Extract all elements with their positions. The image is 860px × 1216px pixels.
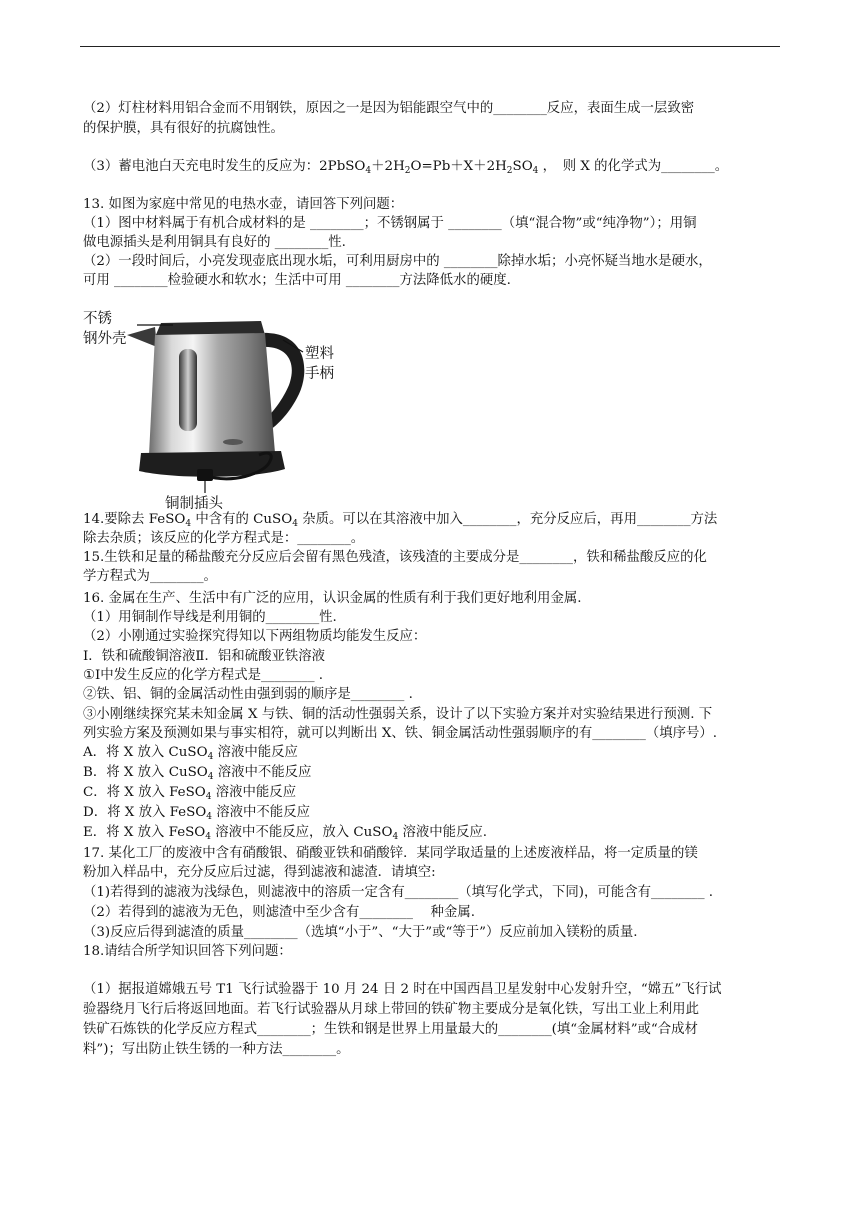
- q17-line1: 17. 某化工厂的废液中含有硝酸银、硝酸亚铁和硝酸锌．某同学取适量的上述废液样品，将一定质量的镁: [83, 846, 698, 861]
- q18-line4: 铁矿石炼铁的化学反应方程式________；生铁和钢是世界上用量最大的________(填“金属材料”或“合成材: [83, 1022, 698, 1037]
- q16-option-a: A．将 X 放入 CuSO$_4$ 溶液中能反应: [83, 745, 298, 762]
- q12-part3-line: （3）蓄电池白天充电时发生的反应为：$2PbSO_4+2H_2O=Pb+X+2H_2SO_4$ ， 则 X 的化学式为________。: [83, 159, 729, 176]
- q13-line3: 做电源插头是利用铜具有良好的 ________性.: [83, 235, 346, 250]
- kettle-body: [149, 333, 275, 455]
- q16-line2: （1）用铜制作导线是利用铜的________性.: [83, 610, 337, 625]
- kettle-logo: [223, 439, 243, 445]
- q14-line2: 除去杂质；该反应的化学方程式是：________。: [83, 531, 365, 546]
- q17-line2: 粉加入样品中，充分反应后过滤，得到滤液和滤渣．请填空:: [83, 865, 436, 880]
- q16-line6: ②铁、铝、铜的金属活动性由强到弱的顺序是________ .: [83, 687, 413, 702]
- label-plastic-handle-2: 手柄: [305, 366, 334, 382]
- q16-option-d: D．将 X 放入 FeSO$_4$ 溶液中不能反应: [83, 805, 310, 822]
- q15-line1: 15.生铁和足量的稀盐酸充分反应后会留有黑色残渣，该残渣的主要成分是________，铁和稀盐酸反应的化: [83, 550, 707, 565]
- label-plastic-handle-1: 塑料: [305, 346, 334, 362]
- q13-line5: 可用 ________检验硬水和软水；生活中可用 ________方法降低水的硬度.: [83, 273, 511, 288]
- kettle-water-window: [179, 349, 197, 431]
- q16-option-b: B．将 X 放入 CuSO$_4$ 溶液中不能反应: [83, 765, 312, 782]
- q13-title: 13. 如图为家庭中常见的电热水壶，请回答下列问题：: [83, 197, 404, 212]
- q16-option-e: E．将 X 放入 FeSO$_4$ 溶液中不能反应，放入 CuSO$_4$ 溶液中能反应.: [83, 825, 488, 842]
- q14-line1: 14.要除去 FeSO$_4$ 中含有的 CuSO$_4$ 杂质。可以在其溶液中加入________，充分反应后，再用________方法: [83, 512, 718, 529]
- header-rule: [80, 46, 780, 47]
- q13-line2: （1）图中材料属于有机合成材料的是 ________；不锈钢属于 ________（填“混合物”或“纯净物”）；用铜: [83, 216, 697, 231]
- copper-plug: [197, 469, 213, 481]
- q18-title: 18.请结合所学知识回答下列问题：: [83, 944, 292, 959]
- q16-option-c: C．将 X 放入 FeSO$_4$ 溶液中能反应: [83, 785, 297, 802]
- q16-line4: Ⅰ．铁和硫酸铜溶液Ⅱ．铝和硫酸亚铁溶液: [83, 649, 326, 664]
- q16-line8: 列实验方案及预测如果与事实相符，就可以判断出 X、铁、铜金属活动性强弱顺序的有________（填序号）.: [83, 726, 718, 741]
- q17-line4: （2）若得到的滤液为无色，则滤渣中至少含有________ 种金属.: [83, 905, 475, 920]
- q16-line5: ①Ⅰ中发生反应的化学方程式是________ .: [83, 668, 324, 683]
- q16-line3: （2）小刚通过实验探究得知以下两组物质均能发生反应：: [83, 629, 427, 644]
- label-stainless-shell-2: 钢外壳: [83, 331, 127, 347]
- q17-line3: （1)若得到的滤液为浅绿色，则滤液中的溶质一定含有________（填写化学式，下同)，可能含有________ .: [83, 885, 714, 900]
- label-stainless-shell-1: 不锈: [83, 311, 112, 327]
- kettle-spout: [127, 327, 157, 347]
- q17-line5: （3)反应后得到滤渣的质量________（选填“小于”、“大于”或“等于”）反应前加入镁粉的质量.: [83, 925, 638, 940]
- q18-line5: 料”)；写出防止铁生锈的一种方法________。: [83, 1042, 350, 1057]
- q13-line4: （2）一段时间后，小亮发现壶底出现水垢，可利用厨房中的 ________除掉水垢；小亮怀疑当地水是硬水，: [83, 254, 712, 269]
- kettle-figure: [83, 303, 343, 513]
- q18-line3: 验器绕月飞行后将返回地面。若飞行试验器从月球上带回的铁矿物主要成分是氧化铁，写出工业上利用此: [83, 1002, 699, 1017]
- q18-line2: （1）据报道嫦娥五号 T1 飞行试验器于 10 月 24 日 2 时在中国西昌卫星发射中心发射升空，“嫦五”飞行试: [83, 982, 722, 997]
- q12-part2-line2: 的保护膜，具有很好的抗腐蚀性。: [83, 121, 284, 136]
- label-copper-plug: 铜制插头: [165, 496, 223, 512]
- q16-line7: ③小刚继续探究某未知金属 X 与铁、铜的活动性强弱关系，设计了以下实验方案并对实验结果进行预测. 下: [83, 707, 713, 722]
- q16-title: 16. 金属在生产、生活中有广泛的应用，认识金属的性质有利于我们更好地利用金属.: [83, 591, 582, 606]
- q15-line2: 学方程式为________。: [83, 569, 217, 584]
- q12-part2-line1: （2）灯柱材料用铝合金而不用钢铁，原因之一是因为铝能跟空气中的________反应，表面生成一层致密: [83, 101, 695, 116]
